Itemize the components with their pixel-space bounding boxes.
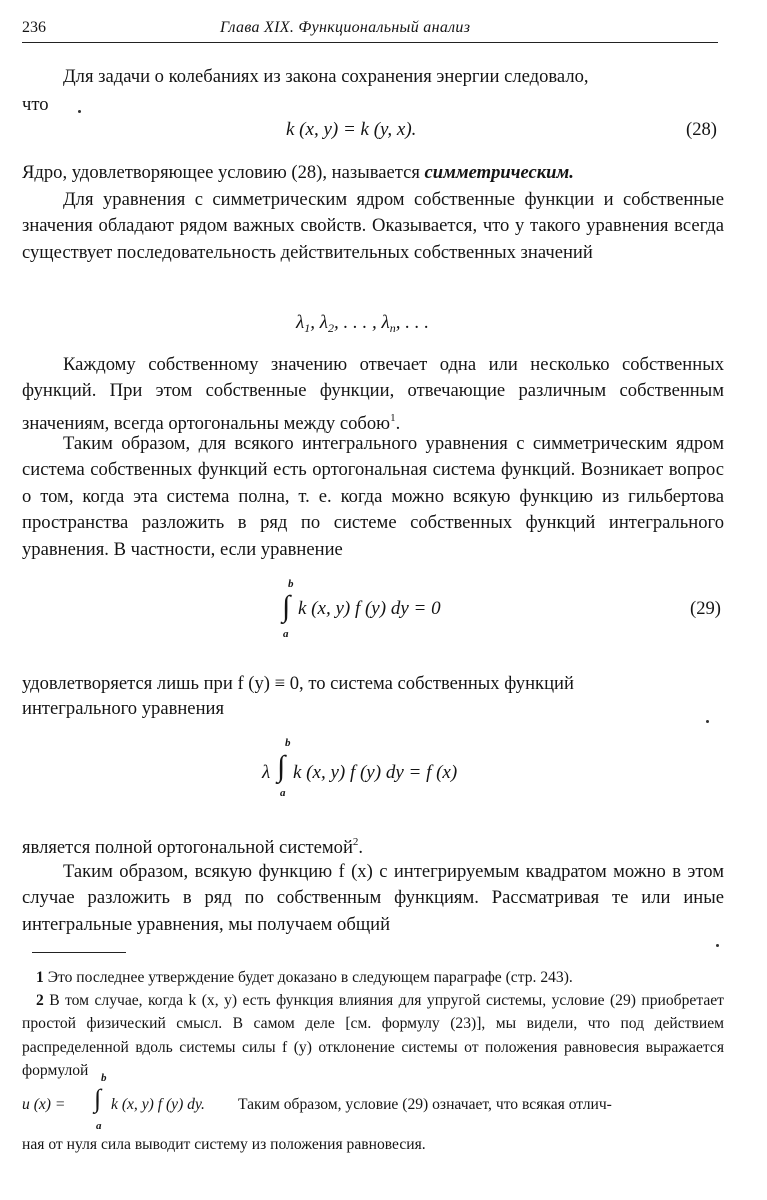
print-speck: [78, 110, 81, 113]
footnote-2-last-line: ная от нуля сила выводит систему из положения равновесия.: [22, 1136, 426, 1153]
equation-30-lower-limit: a: [280, 787, 286, 799]
paragraph-2-text: Ядро, удовлетворяющее условию (28), называется: [22, 162, 425, 183]
footnote-1-mark: 1: [36, 969, 44, 986]
eigenvalue-n: , . . . , λ: [333, 312, 390, 333]
paragraph-7-text: является полной ортогональной системой: [22, 837, 353, 858]
eigenvalue-2-index: 2: [327, 321, 334, 335]
print-speck: [716, 944, 719, 947]
print-speck: [706, 720, 709, 723]
equation-28-number: (28): [686, 119, 717, 140]
paragraph-1-line-1: Для задачи о колебаниях из закона сохранения энергии следовало,: [63, 66, 589, 87]
paragraph-2: [22, 162, 574, 184]
footnote-ref-1[interactable]: 1: [390, 411, 396, 424]
footnote-separator: [32, 952, 126, 953]
equation-28: k (x, y) = k (y, x).: [286, 119, 417, 140]
eigenvalue-tail: , . . .: [395, 312, 429, 333]
integral-sign-icon: ∫: [94, 1084, 102, 1113]
integral-sign-icon: ∫: [277, 750, 286, 783]
page-number: 236: [22, 19, 46, 36]
paragraph-1-line-2: что: [22, 94, 49, 115]
term-symmetric: симметрическим.: [424, 162, 574, 183]
footnote-formula-lhs: u (x) =: [22, 1096, 66, 1113]
footnote-2-continuation: Таким образом, условие (29) означает, что всякая отлич-: [238, 1096, 612, 1113]
running-title: Глава XIX. Функциональный анализ: [220, 19, 471, 36]
equation-29-number: (29): [690, 598, 721, 619]
equation-30-integrand: k (x, y) f (y) dy = f (x): [293, 762, 458, 783]
equation-30-lambda: λ: [262, 762, 271, 783]
paragraph-4-text: Каждому собственному значению отвечает одна или несколько собственных функций. При этом собственные функции, отвечающие различным собственным значениям, всегда ортогональны между собою: [22, 354, 724, 434]
footnote-1-text: Это последнее утверждение будет доказано в следующем параграфе (стр. 243).: [43, 969, 573, 986]
paragraph-7: [22, 836, 363, 859]
equation-29-integrand: k (x, y) f (y) dy = 0: [298, 598, 441, 619]
paragraph-4-end: .: [395, 412, 401, 434]
equation-29-lower-limit: a: [283, 628, 289, 640]
footnote-formula-lower: a: [96, 1120, 102, 1132]
equation-30-upper-limit: b: [285, 737, 291, 749]
footnote-formula-integrand: k (x, y) f (y) dy.: [111, 1096, 205, 1113]
paragraph-3: Для уравнения с симметрическим ядром собственные функции и собственные значения обладают рядом важных свойств. Оказывается, что у такого уравнения всегда существует последовательность действительных собственных значений: [22, 189, 724, 263]
footnote-2: [22, 989, 724, 1083]
eigenvalue-2: , λ: [310, 312, 328, 333]
page-header: [22, 16, 718, 43]
eigenvalue-1: λ: [296, 312, 305, 333]
footnote-ref-2[interactable]: 2: [352, 836, 359, 848]
eigenvalue-1-index: 1: [304, 321, 311, 335]
integral-sign-icon: ∫: [282, 590, 291, 623]
paragraph-5: Таким образом, для всякого интегрального уравнения с симметрическим ядром система собственных функций есть ортогональная система функций. Возникает вопрос о том, когда эта система полна, т. е. когда можно всякую функцию из гильбертова пространства разложить в ряд по системе собственных функций интегрального уравнения. В частности, если уравнение: [22, 433, 724, 560]
paragraph-6-line-1: удовлетворяется лишь при f (y) ≡ 0, то система собственных функций: [22, 673, 574, 694]
paragraph-7-end: .: [358, 837, 364, 858]
equation-29-upper-limit: b: [288, 578, 294, 590]
eigenvalue-sequence: [296, 312, 429, 336]
paragraph-4: [22, 352, 724, 437]
footnote-formula-upper: b: [101, 1072, 107, 1084]
paragraph-8: Таким образом, всякую функцию f (x) с интегрируемым квадратом можно в этом случае разложить в ряд по собственным функциям. Рассматривая те или иные интегральные уравнения, мы получаем общий: [22, 861, 724, 935]
eigenvalue-n-index: n: [389, 321, 396, 335]
footnote-2-text: В том случае, когда k (x, y) есть функция влияния для упругой системы, условие (29) приобретает простой физический смысл. В самом деле [см. формулу (23)], мы видели, что под действием распределенной вдоль системы силы f (y) отклонение системы от положения равновесия выражается формулой: [22, 992, 724, 1080]
paragraph-6-line-2: интегрального уравнения: [22, 698, 225, 719]
footnote-1: [22, 966, 724, 989]
footnote-2-mark: 2: [36, 992, 44, 1009]
